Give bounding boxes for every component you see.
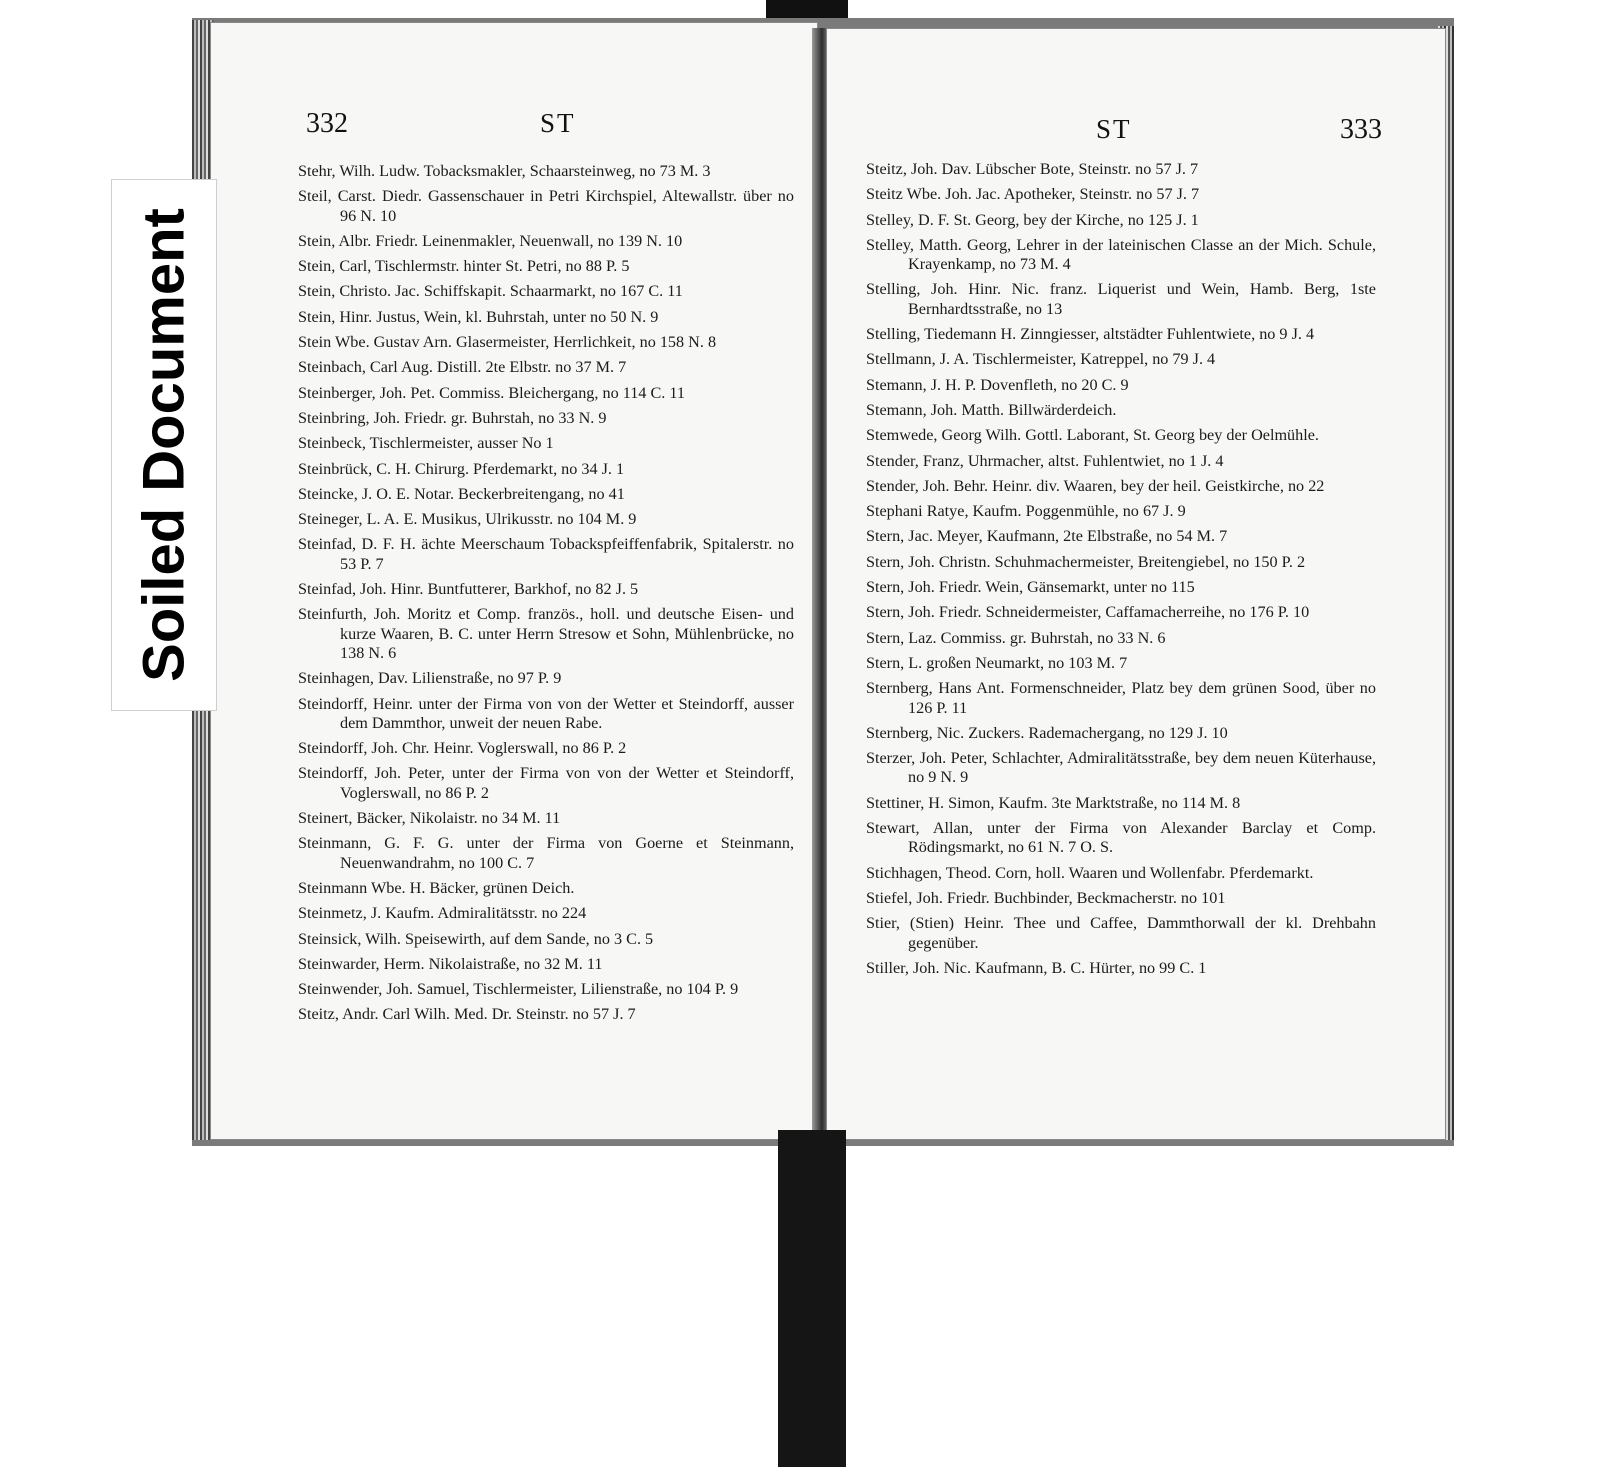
directory-entry: Steinmann Wbe. H. Bäcker, grünen Deich. (298, 878, 575, 897)
directory-entry: Steinbach, Carl Aug. Distill. 2te Elbstr. no 37 M. 7 (298, 358, 627, 377)
left-page-header (210, 108, 818, 148)
right-page (826, 28, 1446, 1140)
directory-entry: Stewart, Allan, unter der Firma von Alexander Barclay et Comp. Rödingsmarkt, no 61 N. 7 O. S. (866, 819, 1376, 857)
directory-entry: Steinwender, Joh. Samuel, Tischlermeister, Lilienstraße, no 104 P. 9 (298, 980, 739, 999)
directory-entry: Stern, L. großen Neumarkt, no 103 M. 7 (866, 653, 1128, 672)
directory-entry: Stein, Albr. Friedr. Leinenmakler, Neuenwall, no 139 N. 10 (298, 231, 683, 250)
directory-entry: Stern, Laz. Commiss. gr. Buhrstah, no 33 N. 6 (866, 628, 1166, 647)
directory-entry: Sternberg, Hans Ant. Formenschneider, Platz bey dem grünen Sood, über no 126 P. 11 (866, 679, 1376, 717)
directory-entry: Steinberger, Joh. Pet. Commiss. Bleichergang, no 114 C. 11 (298, 383, 685, 402)
section-heading: ST (1096, 114, 1132, 144)
directory-entry: Sterzer, Joh. Peter, Schlachter, Admiralitätsstraße, bey dem neuen Küterhause, no 9 N. 9 (866, 749, 1376, 787)
directory-entry: Stehr, Wilh. Ludw. Tobacksmakler, Schaarsteinweg, no 73 M. 3 (298, 162, 711, 180)
directory-entry: Stelling, Joh. Hinr. Nic. franz. Liquerist und Wein, Hamb. Berg, 1ste Bernhardtsstraße, no 13 (866, 280, 1376, 318)
directory-entry: Stettiner, H. Simon, Kaufm. 3te Marktstraße, no 114 M. 8 (866, 793, 1241, 812)
directory-entry: Stein Wbe. Gustav Arn. Glasermeister, Herrlichkeit, no 158 N. 8 (298, 333, 717, 352)
binding-strip-bottom (778, 1130, 846, 1467)
directory-entry: Stein, Hinr. Justus, Wein, kl. Buhrstah, unter no 50 N. 9 (298, 307, 659, 326)
stamp-label: Soiled Document (131, 208, 197, 682)
directory-entry: Stier, (Stien) Heinr. Thee und Caffee, Dammthorwall der kl. Drehbahn gegenüber. (866, 914, 1376, 952)
directory-entry: Steinhagen, Dav. Lilienstraße, no 97 P. 9 (298, 669, 562, 688)
directory-entry: Stiller, Joh. Nic. Kaufmann, B. C. Hürter, no 99 C. 1 (866, 958, 1207, 977)
directory-entry: Stern, Joh. Friedr. Wein, Gänsemarkt, unter no 115 (866, 578, 1195, 597)
directory-entry: Stellmann, J. A. Tischlermeister, Katreppel, no 79 J. 4 (866, 350, 1216, 369)
directory-entry: Steil, Carst. Diedr. Gassenschauer in Petri Kirchspiel, Altewallstr. über no 96 N. 10 (298, 187, 794, 225)
directory-entry: Steitz, Andr. Carl Wilh. Med. Dr. Steinstr. no 57 J. 7 (298, 1005, 636, 1024)
directory-entry: Stern, Joh. Christn. Schuhmachermeister, Breitengiebel, no 150 P. 2 (866, 552, 1306, 571)
directory-entry: Steineger, L. A. E. Musikus, Ulrikusstr. no 104 M. 9 (298, 510, 637, 529)
directory-entry: Steinfad, D. F. H. ächte Meerschaum Tobackspfeiffenfabrik, Spitalerstr. no 53 P. 7 (298, 535, 794, 573)
directory-entry: Stender, Franz, Uhrmacher, altst. Fuhlentwiet, no 1 J. 4 (866, 451, 1224, 470)
directory-entry: Steinfad, Joh. Hinr. Buntfutterer, Barkhof, no 82 J. 5 (298, 580, 639, 599)
directory-entry: Stemwede, Georg Wilh. Gottl. Laborant, St. Georg bey der Oelmühle. (866, 426, 1319, 445)
directory-entry: Stein, Christo. Jac. Schiffskapit. Schaarmarkt, no 167 C. 11 (298, 282, 683, 301)
directory-entry: Steinbrück, C. H. Chirurg. Pferdemarkt, no 34 J. 1 (298, 459, 625, 478)
section-heading: ST (540, 108, 576, 138)
directory-entry: Stelley, Matth. Georg, Lehrer in der lateinischen Classe an der Mich. Schule, Krayenkamp, no 73 M. 4 (866, 235, 1376, 274)
directory-entry: Stender, Joh. Behr. Heinr. div. Waaren, bey der heil. Geistkirche, no 22 (866, 476, 1325, 495)
directory-entry: Steitz, Joh. Dav. Lübscher Bote, Steinstr. no 57 J. 7 (866, 160, 1199, 178)
directory-entry: Stichhagen, Theod. Corn, holl. Waaren und Wollenfabr. Pferdemarkt. (866, 863, 1314, 882)
directory-entry: Steinsick, Wilh. Speisewirth, auf dem Sande, no 3 C. 5 (298, 929, 654, 948)
directory-entry: Stemann, Joh. Matth. Billwärderdeich. (866, 400, 1117, 419)
directory-entry: Steinbring, Joh. Friedr. gr. Buhrstah, no 33 N. 9 (298, 408, 607, 427)
directory-entry: Stein, Carl, Tischlermstr. hinter St. Petri, no 88 P. 5 (298, 257, 630, 276)
page-number: 332 (306, 108, 348, 139)
directory-entry: Sternberg, Nic. Zuckers. Rademachergang, no 129 J. 10 (866, 723, 1228, 742)
right-page-header (826, 114, 1446, 154)
directory-entry: Stern, Joh. Friedr. Schneidermeister, Caffamacherreihe, no 176 P. 10 (866, 603, 1310, 622)
directory-entry: Steinbeck, Tischlermeister, ausser No 1 (298, 434, 554, 453)
directory-entry: Steindorff, Joh. Peter, unter der Firma von von der Wetter et Steindorff, Voglerswall, no 86 P. 2 (298, 764, 794, 802)
directory-entry: Steinmetz, J. Kaufm. Admiralitätsstr. no 224 (298, 904, 587, 923)
directory-entry: Steinert, Bäcker, Nikolaistr. no 34 M. 11 (298, 809, 561, 828)
page-number: 333 (1340, 114, 1382, 145)
directory-entries (298, 162, 794, 1031)
directory-entry: Steindorff, Joh. Chr. Heinr. Voglerswall, no 86 P. 2 (298, 739, 627, 758)
directory-entry: Steinfurth, Joh. Moritz et Comp. französ., holl. und deutsche Eisen- und kurze Waaren, B. C. unter Herrn Stresow et Sohn, Mühlenbrücke, no 138 N. 6 (298, 605, 794, 662)
directory-entry: Steindorff, Heinr. unter der Firma von von der Wetter et Steindorff, ausser dem Dammthor, unweit der neuen Rabe. (298, 694, 794, 732)
directory-entry: Steinmann, G. F. G. unter der Firma von Goerne et Steinmann, Neuenwandrahm, no 100 C. 7 (298, 834, 794, 872)
directory-entry: Stelley, D. F. St. Georg, bey der Kirche, no 125 J. 1 (866, 210, 1199, 229)
left-page (210, 22, 818, 1140)
directory-entry: Stern, Jac. Meyer, Kaufmann, 2te Elbstraße, no 54 M. 7 (866, 527, 1228, 546)
directory-entry: Stiefel, Joh. Friedr. Buchbinder, Beckmacherstr. no 101 (866, 888, 1226, 907)
directory-entries (866, 160, 1376, 984)
soiled-document-stamp (112, 180, 216, 710)
directory-entry: Stephani Ratye, Kaufm. Poggenmühle, no 67 J. 9 (866, 502, 1186, 521)
directory-entry: Steincke, J. O. E. Notar. Beckerbreitengang, no 41 (298, 484, 625, 503)
directory-entry: Steitz Wbe. Joh. Jac. Apotheker, Steinstr. no 57 J. 7 (866, 185, 1200, 204)
directory-entry: Stemann, J. H. P. Dovenfleth, no 20 C. 9 (866, 375, 1129, 394)
directory-entry: Steinwarder, Herm. Nikolaistraße, no 32 M. 11 (298, 954, 603, 973)
directory-entry: Stelling, Tiedemann H. Zinngiesser, altstädter Fuhlentwiete, no 9 J. 4 (866, 325, 1315, 344)
